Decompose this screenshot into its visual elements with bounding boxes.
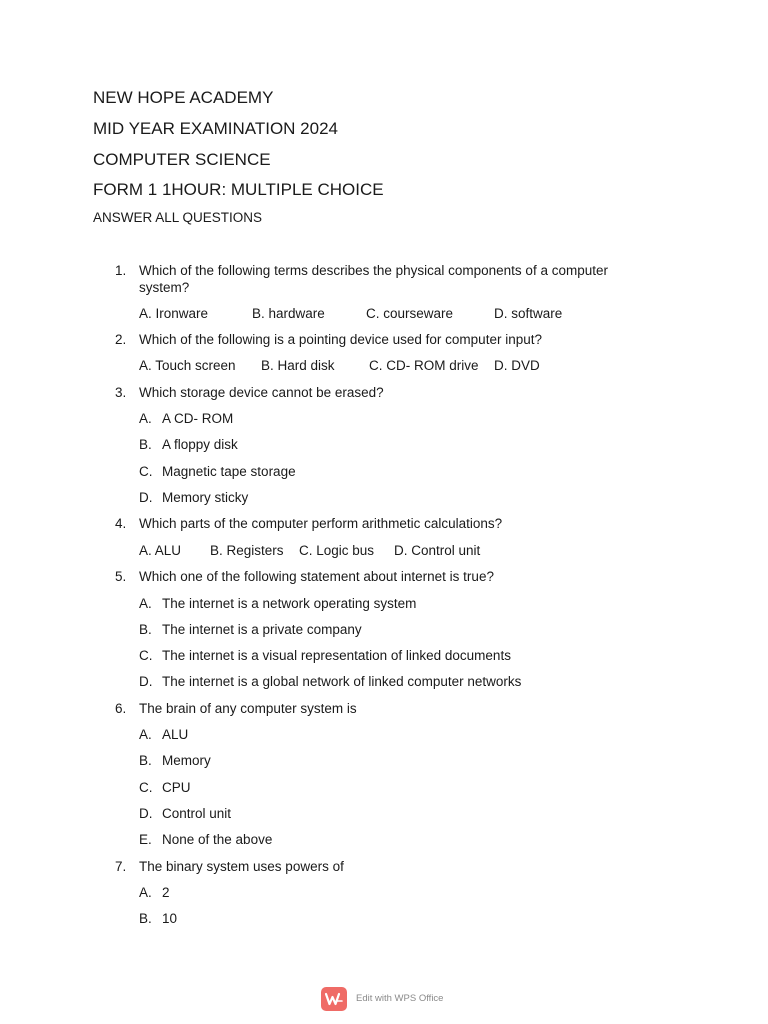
- option-c: C. CD- ROM drive: [369, 358, 479, 373]
- option-letter: B.: [139, 753, 152, 768]
- question-number: 6.: [115, 701, 127, 716]
- option-b: B. Hard disk: [261, 358, 335, 373]
- option-a: A CD- ROM: [162, 411, 234, 426]
- option-letter: C.: [139, 780, 153, 795]
- option-letter: C.: [139, 464, 153, 479]
- option-d: D. DVD: [494, 358, 540, 373]
- option-letter: E.: [139, 832, 152, 847]
- wps-logo-icon[interactable]: [321, 987, 347, 1011]
- option-c: C. Logic bus: [299, 543, 375, 558]
- option-letter: C.: [139, 648, 153, 663]
- question-text: Which parts of the computer perform arithmetic calculations?: [139, 516, 503, 531]
- option-b: The internet is a private company: [162, 622, 362, 637]
- option-a: A. Touch screen: [139, 358, 236, 373]
- question-text: The brain of any computer system is: [139, 701, 357, 716]
- option-a: The internet is a network operating system: [162, 596, 417, 611]
- instruction-text: ANSWER ALL QUESTIONS: [93, 210, 263, 225]
- option-b: Memory: [162, 753, 211, 768]
- option-letter: B.: [139, 437, 152, 452]
- option-c: Magnetic tape storage: [162, 464, 296, 479]
- option-d: Memory sticky: [162, 490, 249, 505]
- option-letter: D.: [139, 674, 153, 689]
- school-name: NEW HOPE ACADEMY: [93, 88, 274, 107]
- exam-title: MID YEAR EXAMINATION 2024: [93, 119, 338, 138]
- option-letter: D.: [139, 490, 153, 505]
- wps-edit-link[interactable]: Edit with WPS Office: [356, 993, 444, 1004]
- option-c: CPU: [162, 780, 191, 795]
- question-text: Which of the following is a pointing device used for computer input?: [139, 332, 542, 347]
- question-number: 7.: [115, 859, 127, 874]
- form-duration-title: FORM 1 1HOUR: MULTIPLE CHOICE: [93, 180, 384, 199]
- question-number: 5.: [115, 569, 127, 584]
- option-a: A. Ironware: [139, 306, 209, 321]
- question-text: Which of the following terms describes the physical components of a computer system?: [139, 263, 608, 295]
- question-number: 1.: [115, 263, 127, 278]
- option-c: C. courseware: [366, 306, 454, 321]
- question-number: 4.: [115, 516, 127, 531]
- option-letter: D.: [139, 806, 153, 821]
- question-number: 3.: [115, 385, 127, 400]
- question-text: Which storage device cannot be erased?: [139, 385, 384, 400]
- option-letter: A.: [139, 727, 152, 742]
- option-d: Control unit: [162, 806, 232, 821]
- option-letter: A.: [139, 596, 152, 611]
- option-e: None of the above: [162, 832, 273, 847]
- option-b: B. Registers: [210, 543, 284, 558]
- option-b: A floppy disk: [162, 437, 238, 452]
- option-letter: A.: [139, 411, 152, 426]
- question-text: Which one of the following statement about internet is true?: [139, 569, 494, 584]
- option-b: B. hardware: [252, 306, 325, 321]
- option-letter: A.: [139, 885, 152, 900]
- option-d: The internet is a global network of linked computer networks: [162, 674, 522, 689]
- option-letter: B.: [139, 911, 152, 926]
- option-a: 2: [162, 885, 170, 900]
- option-letter: B.: [139, 622, 152, 637]
- option-b: 10: [162, 911, 178, 926]
- option-d: D. Control unit: [394, 543, 481, 558]
- question-text: The binary system uses powers of: [139, 859, 344, 874]
- option-c: The internet is a visual representation of linked documents: [162, 648, 511, 663]
- option-a: ALU: [162, 727, 189, 742]
- subject-title: COMPUTER SCIENCE: [93, 150, 271, 169]
- question-number: 2.: [115, 332, 127, 347]
- option-a: A. ALU: [139, 543, 182, 558]
- option-d: D. software: [494, 306, 563, 321]
